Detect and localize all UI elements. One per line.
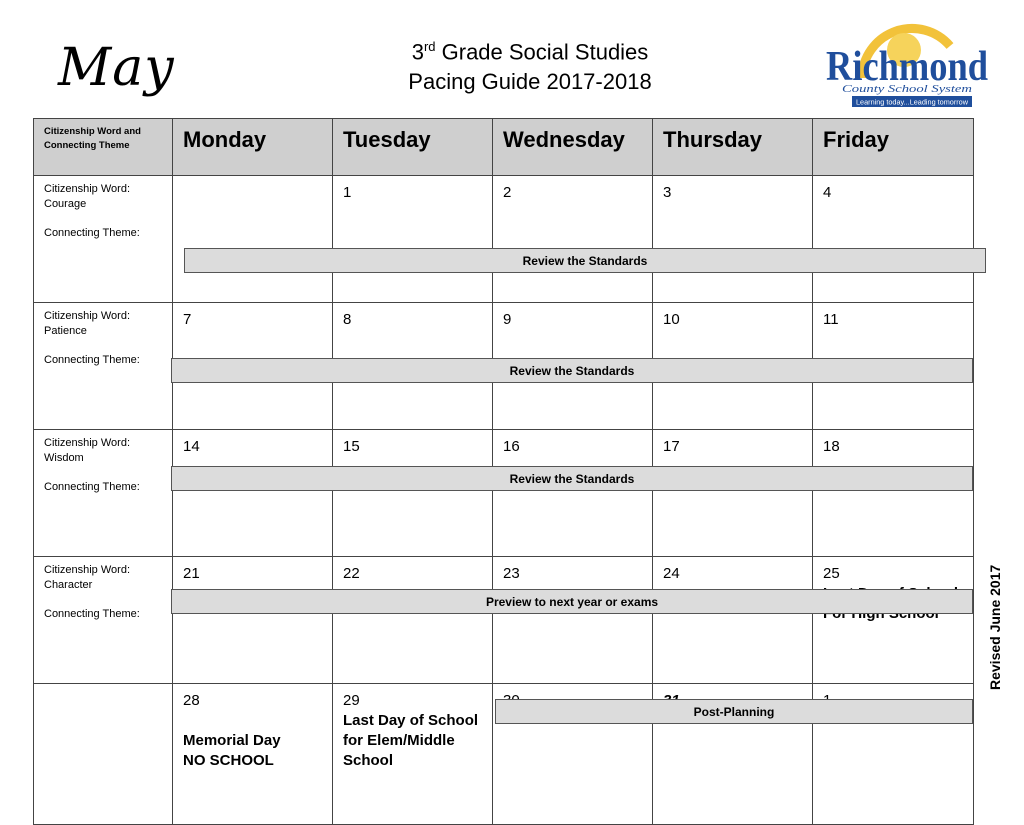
day-header-wednesday: Wednesday: [493, 119, 653, 176]
week-info: [34, 176, 173, 303]
date-number: 1: [343, 184, 352, 201]
day-header-thursday: Thursday: [653, 119, 813, 176]
revised-date: Revised June 2017: [987, 564, 1003, 690]
date-number: 17: [663, 438, 680, 455]
note-line: Last Day of School: [343, 712, 479, 729]
grade-suffix: rd: [423, 39, 436, 54]
week-info: [34, 303, 173, 430]
note-line: for Elem/Middle: [343, 732, 455, 749]
week-row: [34, 557, 974, 684]
day-cell: [813, 557, 974, 684]
day-cell: [493, 557, 653, 684]
citizenship-word-label: Citizenship Word:: [44, 183, 130, 195]
connecting-theme-label: Connecting Theme:: [44, 354, 140, 366]
connecting-theme-label: Connecting Theme:: [44, 608, 140, 620]
date-number: 8: [343, 311, 352, 328]
date-number: 29: [343, 692, 360, 709]
month-title: May: [58, 38, 175, 98]
week-row: [34, 430, 974, 557]
day-cell: [173, 684, 333, 825]
connecting-theme-label: Connecting Theme:: [44, 227, 140, 239]
date-number: 9: [503, 311, 512, 328]
day-cell: [333, 557, 493, 684]
date-number: 2: [503, 184, 512, 201]
memorial-day-note: [183, 731, 322, 771]
connecting-theme-label: Connecting Theme:: [44, 481, 140, 493]
day-cell: [653, 176, 813, 303]
date-number: 14: [183, 438, 200, 455]
week-row: [34, 176, 974, 303]
note-line: Memorial Day: [183, 732, 281, 749]
logo-name: Richmond: [826, 44, 988, 90]
day-cell: [333, 684, 493, 825]
page-title: [380, 32, 680, 97]
header-row: [34, 119, 974, 176]
day-cell: [653, 557, 813, 684]
date-number: 21: [183, 565, 200, 582]
citizenship-word: Wisdom: [44, 452, 84, 464]
richmond-logo: [822, 16, 992, 111]
date-number: 11: [823, 311, 839, 328]
elem-middle-last-day-note: [343, 711, 482, 771]
day-cell: [813, 176, 974, 303]
day-cell: [653, 430, 813, 557]
week1-banner: Review the Standards: [184, 248, 986, 273]
date-number: 16: [503, 438, 520, 455]
day-header-tuesday: Tuesday: [333, 119, 493, 176]
day-header-friday: Friday: [813, 119, 974, 176]
citizenship-word: Character: [44, 579, 93, 591]
date-number: 7: [183, 311, 192, 328]
title-rest: Grade Social Studies: [435, 39, 649, 65]
date-number: 4: [823, 184, 832, 201]
day-cell: [333, 176, 493, 303]
week-info: [34, 430, 173, 557]
grade-number: 3: [411, 39, 424, 65]
date-number: 23: [503, 565, 520, 582]
week-info: [34, 557, 173, 684]
citizenship-word-label: Citizenship Word:: [44, 437, 130, 449]
day-cell: [173, 430, 333, 557]
date-number: 22: [343, 565, 360, 582]
date-number: 3: [663, 184, 672, 201]
date-number: 15: [343, 438, 360, 455]
title-line-1: [380, 32, 680, 67]
date-number: 18: [823, 438, 840, 455]
week4-banner: Preview to next year or exams: [171, 589, 973, 614]
corner-header: Citizenship Word and Connecting Theme: [34, 119, 173, 176]
note-line: NO SCHOOL: [183, 752, 274, 769]
day-cell: [813, 430, 974, 557]
week-info: [34, 684, 173, 825]
date-number: 10: [663, 311, 680, 328]
day-cell: [493, 176, 653, 303]
day-cell: [173, 176, 333, 303]
date-number: 24: [663, 565, 680, 582]
day-cell: [333, 430, 493, 557]
title-line-2: Pacing Guide 2017-2018: [408, 69, 652, 95]
week3-banner: Review the Standards: [171, 466, 973, 491]
citizenship-word: Patience: [44, 325, 87, 337]
logo-tagline: Learning today...Leading tomorrow: [856, 99, 969, 107]
week5-banner: Post-Planning: [495, 699, 973, 724]
week2-banner: Review the Standards: [171, 358, 973, 383]
day-header-monday: Monday: [173, 119, 333, 176]
day-cell: [173, 557, 333, 684]
citizenship-word-label: Citizenship Word:: [44, 310, 130, 322]
citizenship-word-label: Citizenship Word:: [44, 564, 130, 576]
citizenship-word: Courage: [44, 198, 87, 210]
note-line: School: [343, 752, 394, 769]
logo-subtitle: County School System: [842, 83, 973, 95]
day-cell: [493, 430, 653, 557]
date-number: 25: [823, 565, 840, 582]
date-number: 28: [183, 692, 200, 709]
